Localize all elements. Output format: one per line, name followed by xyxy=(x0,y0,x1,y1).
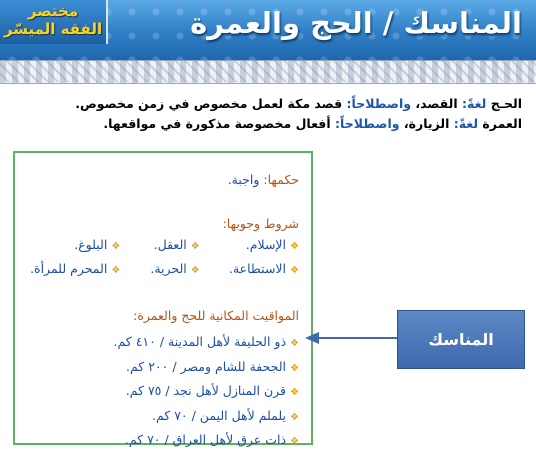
bullet-diamond-icon: ❖ xyxy=(190,265,200,276)
bullet-diamond-icon: ❖ xyxy=(190,241,200,252)
condition-text: العقل. xyxy=(153,237,187,252)
hajj-term: الحـج xyxy=(490,96,522,111)
condition-item xyxy=(120,237,199,257)
miqat-item xyxy=(21,380,299,405)
umrah-istilah-label: واصطلاحاً: xyxy=(335,116,400,131)
definition-umrah xyxy=(12,114,522,134)
conditions-row-2 xyxy=(21,261,299,281)
bullet-diamond-icon: ❖ xyxy=(290,241,299,252)
ruling-value: واجبة. xyxy=(227,172,260,187)
condition-text: المحرم للمرأة. xyxy=(30,261,108,276)
bullet-diamond-icon: ❖ xyxy=(111,265,121,276)
condition-text: البلوغ. xyxy=(74,237,108,252)
umrah-lugha-label: لغةً: xyxy=(453,116,479,131)
ruling-line xyxy=(21,171,299,189)
umrah-istilah-text: أفعال مخصوصة مذكورة في مواقعها. xyxy=(103,116,331,131)
rulings-box xyxy=(13,151,313,445)
rulings-box-content xyxy=(15,153,311,454)
conditions-row-1 xyxy=(21,237,299,257)
miqat-item xyxy=(21,405,299,430)
conditions-title: شروط وجوبها: xyxy=(222,216,299,231)
condition-item xyxy=(200,237,299,257)
ruling-label: حكمها: xyxy=(263,172,299,187)
miqat-title: المواقيت المكانية للحج والعمرة: xyxy=(133,308,299,323)
miqat-item xyxy=(21,356,299,381)
callout-arrow-icon xyxy=(305,331,399,345)
condition-item xyxy=(21,237,120,257)
bullet-diamond-icon: ❖ xyxy=(290,387,299,398)
condition-item xyxy=(120,261,199,281)
condition-item xyxy=(21,261,120,281)
brand-line-1: مختصر xyxy=(27,2,79,20)
miqat-text: ذات عرق لأهل العراق / ٧٠ كم. xyxy=(124,432,287,447)
brand-line-2: الفقه الميسّر xyxy=(3,20,103,38)
condition-item xyxy=(200,261,299,281)
bullet-diamond-icon: ❖ xyxy=(111,241,121,252)
condition-text: الاستطاعة. xyxy=(228,261,287,276)
bullet-diamond-icon: ❖ xyxy=(290,338,299,349)
brand-logo-box xyxy=(0,0,108,44)
hajj-lugha-label: لغةً: xyxy=(462,96,487,111)
miqat-text: يلملم لأهل اليمن / ٧٠ كم. xyxy=(151,407,287,423)
hajj-istilah-label: واصطلاحاً: xyxy=(346,96,412,111)
hajj-istilah-text: قصد مكة لعمل مخصوص في زمن مخصوص. xyxy=(75,96,343,111)
miqat-item xyxy=(21,331,299,356)
header-banner xyxy=(0,0,536,60)
umrah-lugha-text: الزيارة، xyxy=(403,116,450,131)
bullet-diamond-icon: ❖ xyxy=(290,411,299,423)
miqat-text: ذو الحليفة لأهل المدينة / ٤١٠ كم. xyxy=(113,334,287,349)
hajj-lugha-text: القصد، xyxy=(415,96,458,111)
definitions-section xyxy=(12,94,522,134)
condition-text: الإسلام. xyxy=(245,237,287,252)
condition-text: الحرية. xyxy=(150,261,187,276)
umrah-term: العمرة xyxy=(482,116,522,131)
miqat-text: قرن المنازل لأهل نجد / ٧٥ كم. xyxy=(125,383,287,398)
callout-label: المناسك xyxy=(428,330,494,349)
manasik-callout-box xyxy=(397,310,525,369)
decorative-border-overlay xyxy=(0,60,536,82)
bullet-diamond-icon: ❖ xyxy=(290,265,299,276)
bullet-diamond-icon: ❖ xyxy=(290,436,299,447)
page-title: المناسك / الحج والعمرة xyxy=(190,6,522,40)
miqat-text: الجحفة للشام ومصر / ٢٠٠ كم. xyxy=(125,358,287,374)
definition-hajj xyxy=(12,94,522,114)
bullet-diamond-icon: ❖ xyxy=(290,362,299,374)
